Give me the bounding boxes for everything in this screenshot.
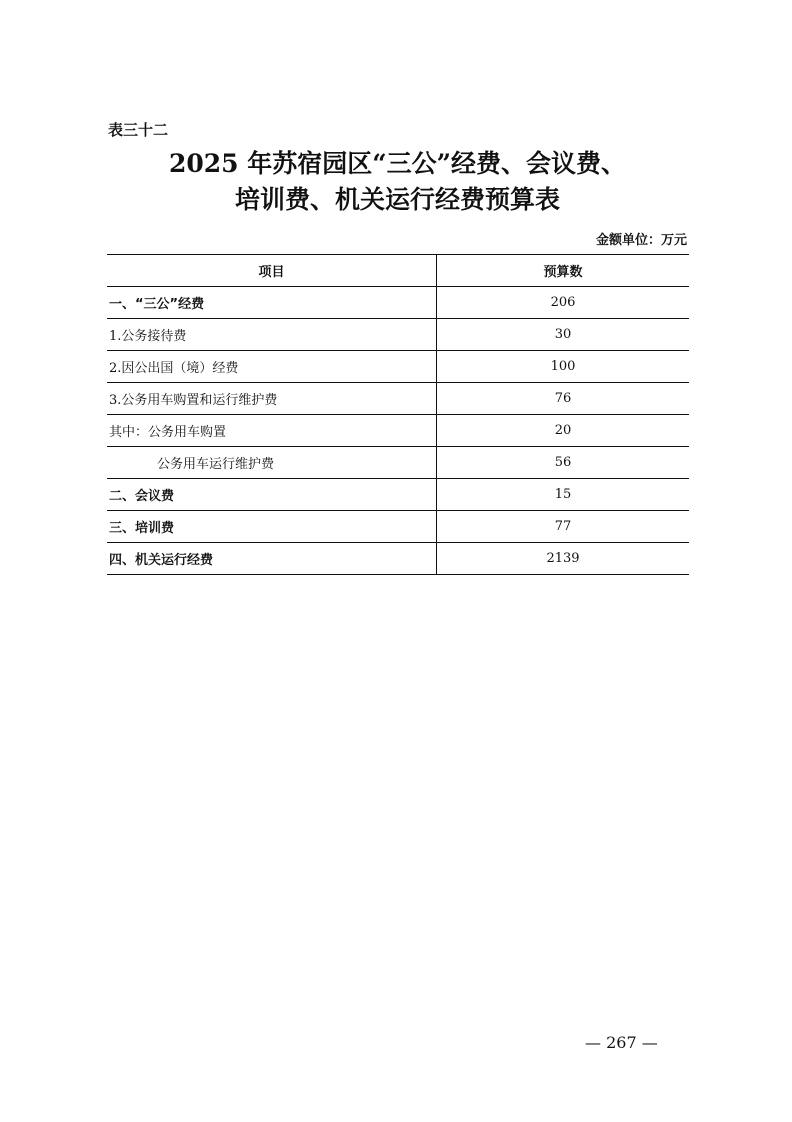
row-value: 15 (437, 479, 690, 511)
table-row (107, 543, 689, 575)
table-row (107, 479, 689, 511)
header-value: 预算数 (437, 255, 690, 287)
row-value: 206 (437, 287, 690, 319)
table-row (107, 383, 689, 415)
row-item: 一、“三公”经费 (107, 287, 437, 319)
table-row (107, 351, 689, 383)
unit-label: 金额单位：万元 (595, 233, 687, 248)
row-item: 2.因公出国（境）经费 (107, 351, 437, 383)
row-item: 其中：公务用车购置 (107, 415, 437, 447)
row-value: 100 (437, 351, 690, 383)
header-item: 项目 (107, 255, 437, 287)
table-row (107, 287, 689, 319)
row-item: 1.公务接待费 (107, 319, 437, 351)
table-row (107, 447, 689, 479)
row-value: 56 (437, 447, 690, 479)
budget-table (107, 254, 689, 575)
row-value: 76 (437, 383, 690, 415)
table-header-row (107, 255, 689, 287)
row-item: 二、会议费 (107, 479, 437, 511)
table-label: 表三十二 (108, 121, 169, 139)
row-value: 77 (437, 511, 690, 543)
row-item: 3.公务用车购置和运行维护费 (107, 383, 437, 415)
row-value: 20 (437, 415, 690, 447)
page-number: — 267 — (585, 1033, 658, 1052)
table-row (107, 415, 689, 447)
page-title (100, 146, 695, 218)
table-row (107, 319, 689, 351)
title-line-2: 培训费、机关运行经费预算表 (234, 185, 560, 214)
row-item: 三、培训费 (107, 511, 437, 543)
row-item: 公务用车运行维护费 (107, 447, 437, 479)
row-value: 30 (437, 319, 690, 351)
row-value: 2139 (437, 543, 690, 575)
title-line-1: 2025 年苏宿园区“三公”经费、会议费、 (168, 149, 627, 178)
table-row (107, 511, 689, 543)
row-item: 四、机关运行经费 (107, 543, 437, 575)
